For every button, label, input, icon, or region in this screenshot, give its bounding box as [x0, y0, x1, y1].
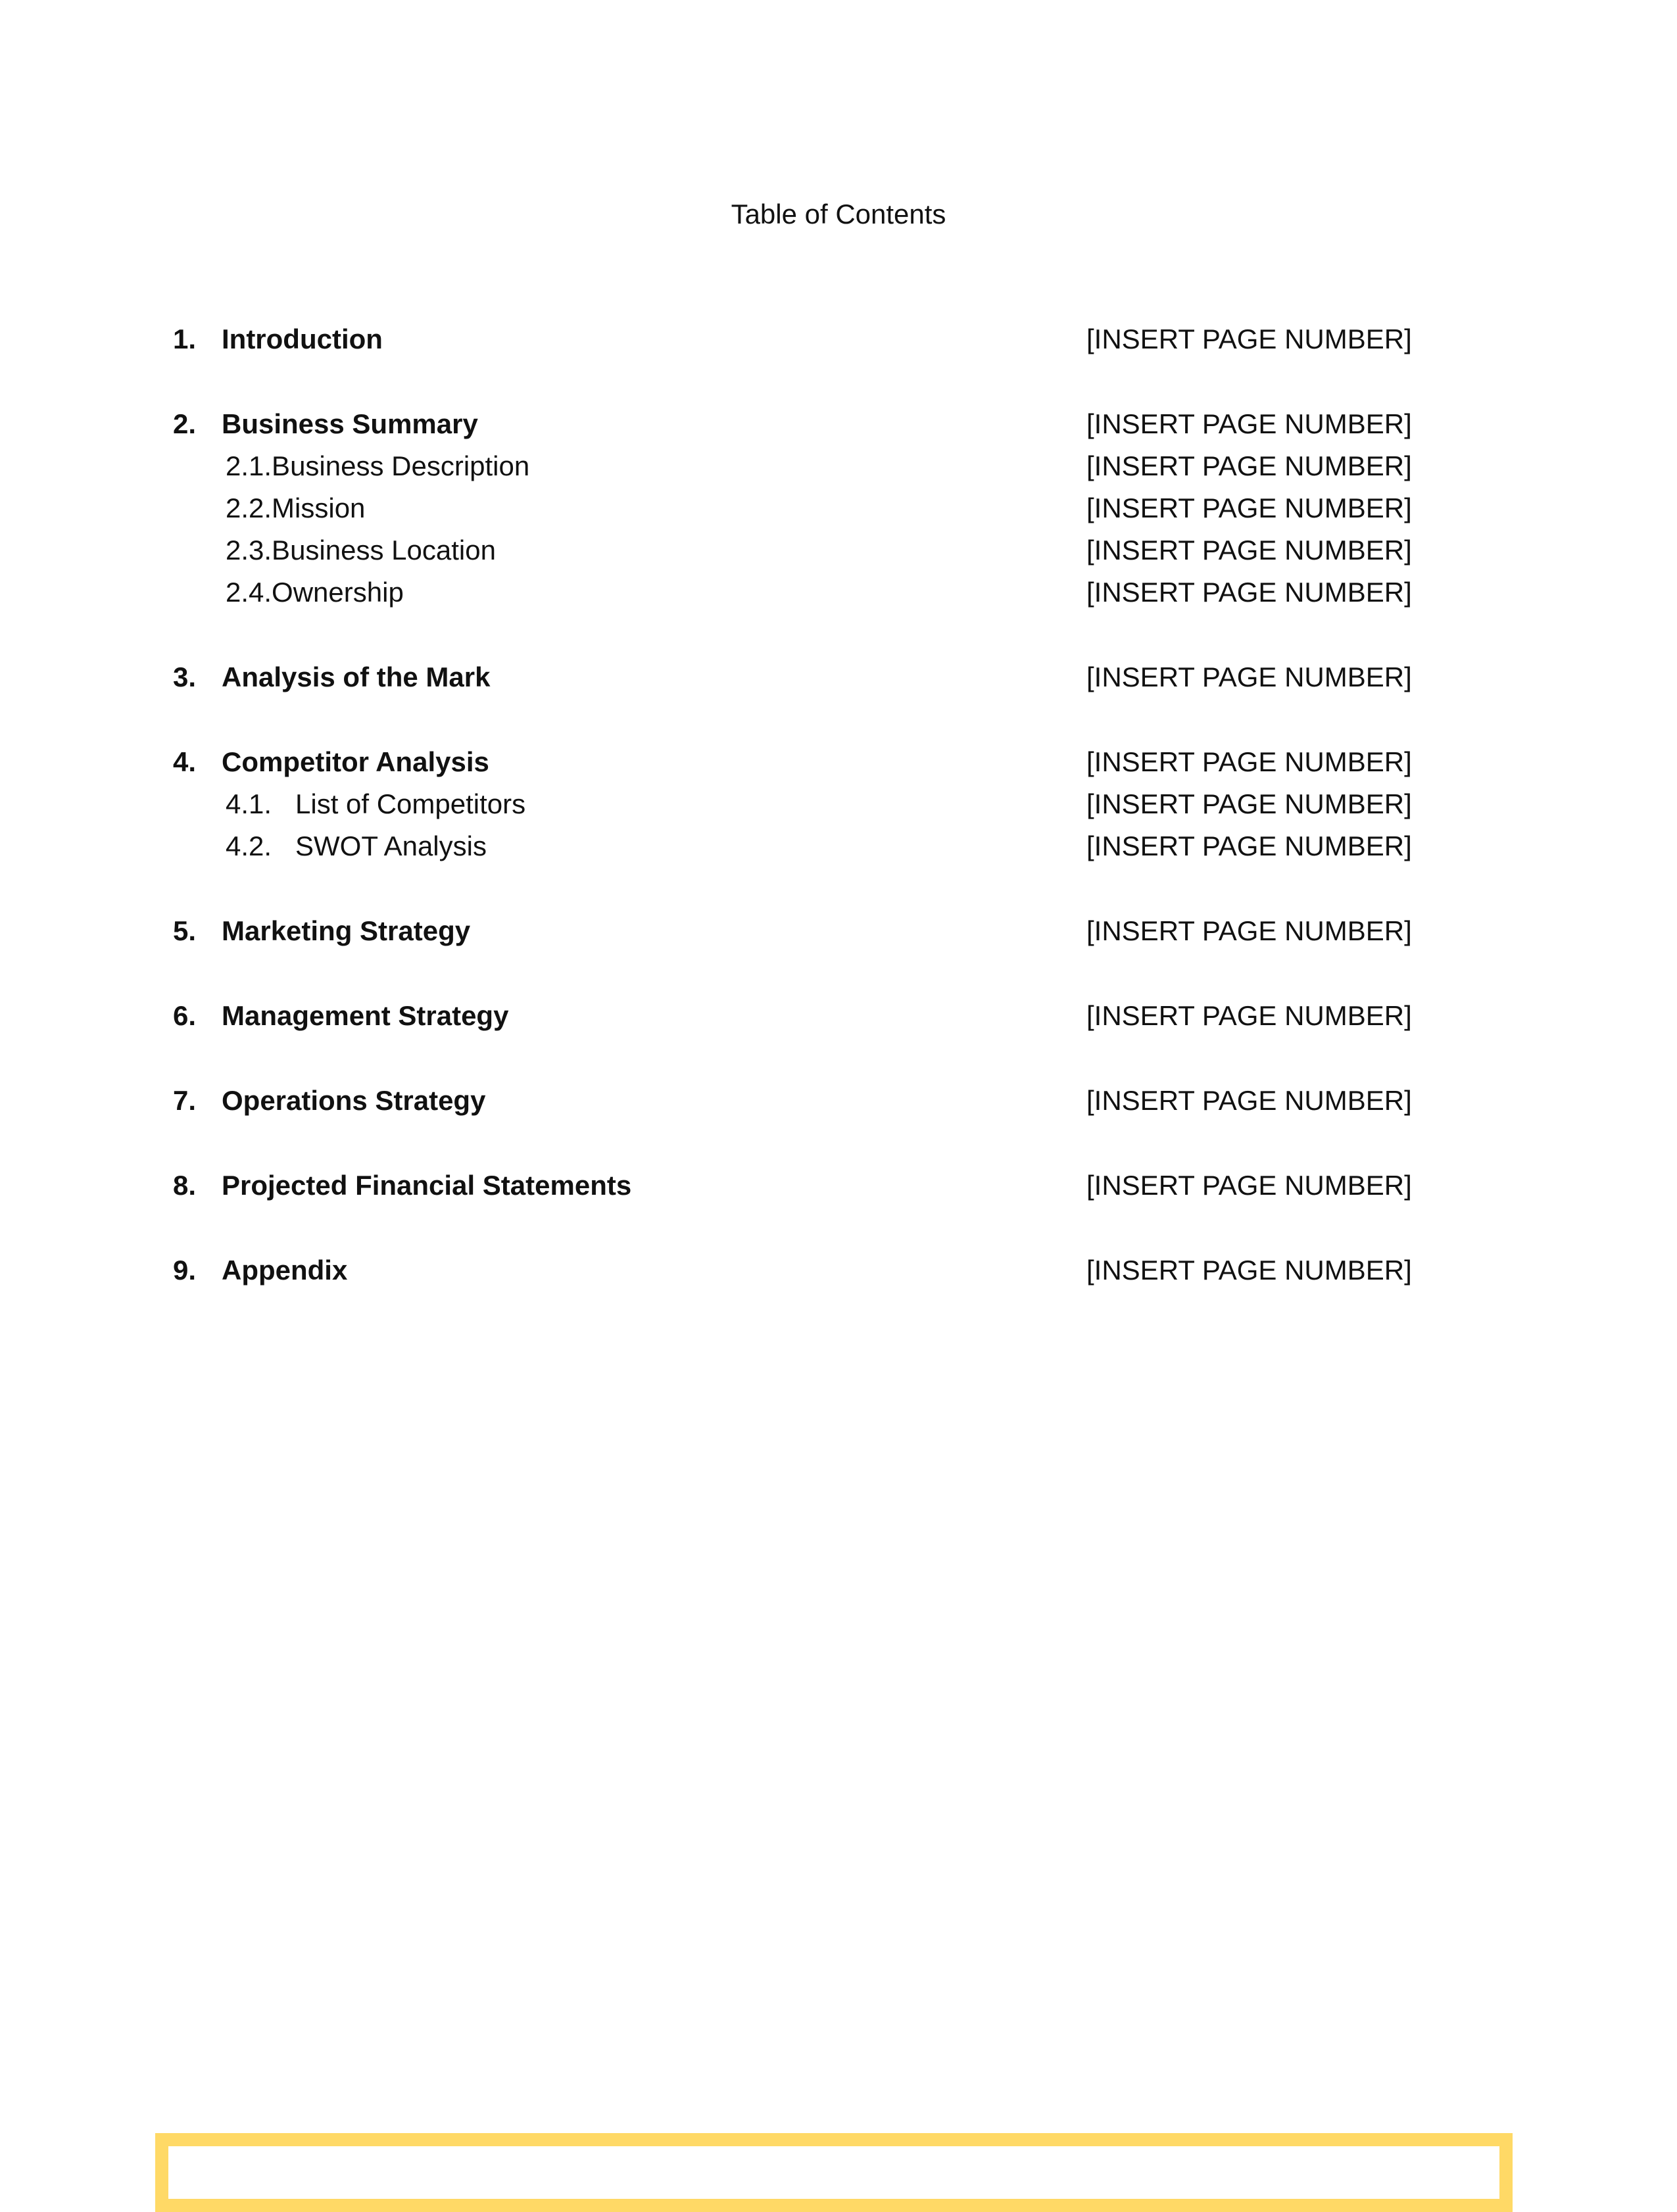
toc-subentry-text: 2.3.Business Location — [226, 535, 496, 565]
toc-entry-number: 4. — [173, 746, 197, 777]
toc-subentry — [0, 571, 1677, 613]
toc-list — [0, 318, 1677, 1291]
toc-entry — [0, 318, 1677, 360]
toc-entry — [0, 910, 1677, 952]
toc-subentry-number: 4.2. — [226, 830, 272, 861]
toc-entry — [0, 1249, 1677, 1291]
toc-entry-label: Analysis of the Mark — [222, 661, 491, 692]
toc-entry-page: [INSERT PAGE NUMBER] — [1086, 1170, 1412, 1201]
toc-entry-number: 6. — [173, 1000, 197, 1031]
toc-entry — [0, 656, 1677, 698]
toc-entry-label: Competitor Analysis — [222, 746, 489, 777]
toc-entry-page: [INSERT PAGE NUMBER] — [1086, 746, 1412, 777]
toc-subentry-page: [INSERT PAGE NUMBER] — [1086, 450, 1412, 481]
toc-subentry-label: List of Competitors — [295, 788, 526, 819]
toc-subentry-page: [INSERT PAGE NUMBER] — [1086, 788, 1412, 819]
toc-entry — [0, 1165, 1677, 1207]
toc-subentry — [0, 783, 1677, 825]
toc-entry-number: 2. — [173, 408, 197, 439]
toc-subentry-page: [INSERT PAGE NUMBER] — [1086, 830, 1412, 861]
toc-title: Table of Contents — [731, 199, 946, 229]
toc-entry-label: Introduction — [222, 324, 383, 354]
toc-entry-page: [INSERT PAGE NUMBER] — [1086, 1085, 1412, 1116]
toc-subentry-label: SWOT Analysis — [295, 830, 487, 861]
toc-entry — [0, 403, 1677, 445]
toc-entry-number: 3. — [173, 661, 197, 692]
toc-entry-label: Operations Strategy — [222, 1085, 486, 1116]
toc-entry — [0, 741, 1677, 783]
toc-entry-page: [INSERT PAGE NUMBER] — [1086, 661, 1412, 692]
toc-entry-label: Management Strategy — [222, 1000, 509, 1031]
toc-entry-label: Projected Financial Statements — [222, 1170, 632, 1201]
toc-entry-number: 8. — [173, 1170, 197, 1201]
toc-subentry — [0, 529, 1677, 571]
toc-subentry-text: 2.2.Mission — [226, 493, 366, 523]
toc-entry-number: 9. — [173, 1255, 197, 1286]
toc-entry-label: Marketing Strategy — [222, 915, 471, 946]
toc-entry-number: 1. — [173, 324, 197, 354]
toc-entry-page: [INSERT PAGE NUMBER] — [1086, 1000, 1412, 1031]
toc-subentry — [0, 825, 1677, 867]
toc-entry-page: [INSERT PAGE NUMBER] — [1086, 1255, 1412, 1286]
toc-entry — [0, 995, 1677, 1037]
toc-entry-number: 7. — [173, 1085, 197, 1116]
toc-subentry — [0, 487, 1677, 529]
toc-subentry-page: [INSERT PAGE NUMBER] — [1086, 577, 1412, 608]
toc-entry-number: 5. — [173, 915, 197, 946]
toc-subentry-page: [INSERT PAGE NUMBER] — [1086, 493, 1412, 523]
toc-subentry-text: 2.4.Ownership — [226, 577, 404, 608]
toc-subentry-page: [INSERT PAGE NUMBER] — [1086, 535, 1412, 565]
toc-entry-page: [INSERT PAGE NUMBER] — [1086, 408, 1412, 439]
toc-entry-page: [INSERT PAGE NUMBER] — [1086, 915, 1412, 946]
toc-entry-page: [INSERT PAGE NUMBER] — [1086, 324, 1412, 354]
toc-subentry-number: 4.1. — [226, 788, 272, 819]
footer-decorative-frame — [155, 2133, 1513, 2212]
toc-entry-label: Business Summary — [222, 408, 478, 439]
toc-subentry — [0, 445, 1677, 487]
toc-subentry-text: 2.1.Business Description — [226, 450, 530, 481]
toc-entry — [0, 1080, 1677, 1122]
toc-entry-label: Appendix — [222, 1255, 348, 1286]
